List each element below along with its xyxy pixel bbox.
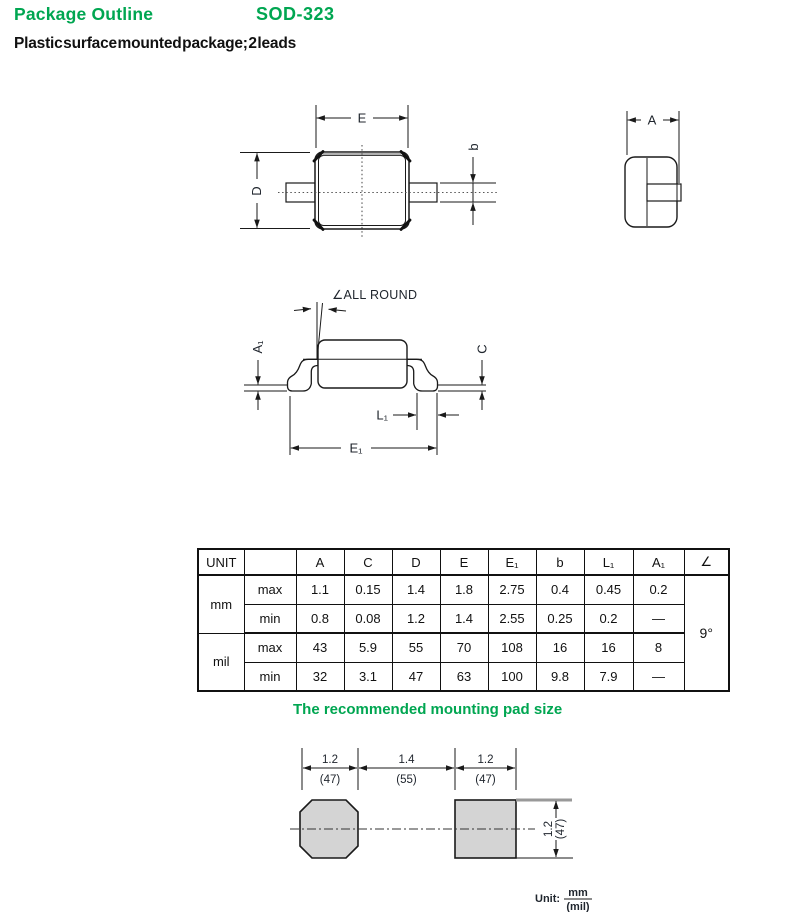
pad-dimension-center bbox=[359, 754, 454, 786]
value-cell: 1.8 bbox=[440, 575, 488, 604]
top-view-diagram bbox=[230, 95, 790, 260]
value-cell: 1.4 bbox=[440, 604, 488, 633]
dimension-A-label: A bbox=[647, 112, 657, 128]
side-view-body bbox=[318, 340, 407, 388]
value-cell: 47 bbox=[392, 662, 440, 691]
dimension-L1 bbox=[376, 393, 459, 455]
value-cell: 1.2 bbox=[392, 604, 440, 633]
limit-cell: min bbox=[244, 662, 296, 691]
pad-dim-center-mm: 1.4 bbox=[398, 754, 415, 766]
value-cell: 70 bbox=[440, 633, 488, 662]
value-cell: 0.45 bbox=[584, 575, 633, 604]
value-cell: 8 bbox=[633, 633, 684, 662]
header-cell-A: A bbox=[296, 549, 344, 575]
pad-dim-left-mil: (47) bbox=[319, 774, 341, 786]
value-cell: 63 bbox=[440, 662, 488, 691]
unit-cell: mm bbox=[198, 575, 244, 633]
value-cell: 0.4 bbox=[536, 575, 584, 604]
pad-dimension-right-span bbox=[456, 754, 515, 786]
value-cell: 16 bbox=[536, 633, 584, 662]
header-cell-L1: L₁ bbox=[584, 549, 633, 575]
page-subtitle: Plastic surface mounted package; 2 leads bbox=[14, 35, 297, 52]
value-cell: 32 bbox=[296, 662, 344, 691]
header-cell-angle: ∠ bbox=[684, 549, 729, 575]
header-cell-unit: UNIT bbox=[198, 549, 244, 575]
value-cell: 5.9 bbox=[344, 633, 392, 662]
value-cell: 2.75 bbox=[488, 575, 536, 604]
dimension-table bbox=[197, 548, 730, 692]
end-view-lead bbox=[647, 184, 681, 201]
value-cell: — bbox=[633, 662, 684, 691]
header-cell-b: b bbox=[536, 549, 584, 575]
pad-dim-rightspan-mil: (47) bbox=[475, 774, 496, 786]
unit-note-denominator: (mil) bbox=[566, 901, 590, 912]
value-cell: 100 bbox=[488, 662, 536, 691]
value-cell: 0.25 bbox=[536, 604, 584, 633]
header-cell-C: C bbox=[344, 549, 392, 575]
dimension-E1 bbox=[290, 396, 436, 456]
unit-note bbox=[535, 887, 592, 912]
value-cell: 3.1 bbox=[344, 662, 392, 691]
all-round-label: ∠ALL ROUND bbox=[332, 288, 418, 302]
table-row bbox=[198, 662, 729, 691]
side-view-diagram bbox=[230, 270, 510, 470]
pad-dim-center-mil: (55) bbox=[396, 774, 417, 786]
value-cell: 0.8 bbox=[296, 604, 344, 633]
header-cell-E1: E₁ bbox=[488, 549, 536, 575]
limit-cell: max bbox=[244, 633, 296, 662]
value-cell: 1.1 bbox=[296, 575, 344, 604]
unit-note-label: Unit: bbox=[535, 893, 561, 905]
value-cell: 43 bbox=[296, 633, 344, 662]
package-name: SOD-323 bbox=[256, 4, 335, 24]
table-row bbox=[198, 604, 729, 633]
table-row bbox=[198, 633, 729, 662]
pad-dim-left-mm: 1.2 bbox=[322, 754, 338, 766]
header-cell-E: E bbox=[440, 549, 488, 575]
pad-dim-rightspan-mm: 1.2 bbox=[477, 754, 494, 766]
value-cell: — bbox=[633, 604, 684, 633]
dimension-C bbox=[475, 344, 490, 410]
pad-dimension-left bbox=[303, 754, 357, 786]
plan-view bbox=[240, 105, 497, 237]
unit-note-numerator: mm bbox=[568, 887, 588, 899]
pad-dim-height-mil: (47) bbox=[555, 818, 567, 840]
right-lead bbox=[409, 183, 437, 202]
dimension-C-label: C bbox=[474, 344, 490, 354]
limit-cell: max bbox=[244, 575, 296, 604]
value-cell: 2.55 bbox=[488, 604, 536, 633]
header-cell-A1: A₁ bbox=[633, 549, 684, 575]
page-title: Package Outline bbox=[14, 4, 154, 24]
value-cell: 9.8 bbox=[536, 662, 584, 691]
table-row bbox=[198, 575, 729, 604]
dimension-D-label: D bbox=[249, 186, 264, 196]
dimension-b bbox=[440, 143, 496, 225]
pad-section-heading: The recommended mounting pad size bbox=[293, 701, 563, 718]
pad-layout-diagram bbox=[280, 740, 620, 912]
value-cell: 55 bbox=[392, 633, 440, 662]
value-cell: 0.15 bbox=[344, 575, 392, 604]
dimension-A1-label: A₁ bbox=[250, 340, 265, 354]
dimension-E bbox=[316, 105, 408, 148]
angle-value-cell: 9° bbox=[684, 575, 729, 691]
value-cell: 108 bbox=[488, 633, 536, 662]
table-header-row bbox=[198, 549, 729, 575]
header-cell-D: D bbox=[392, 549, 440, 575]
limit-cell: min bbox=[244, 604, 296, 633]
dimension-E1-label: E₁ bbox=[349, 440, 363, 456]
dimension-A1 bbox=[250, 340, 265, 410]
left-gullwing-lead bbox=[288, 359, 319, 391]
dimension-b-label: b bbox=[466, 143, 481, 151]
value-cell: 0.2 bbox=[633, 575, 684, 604]
header-cell-limit bbox=[244, 549, 296, 575]
right-gullwing-lead bbox=[407, 359, 438, 391]
value-cell: 0.2 bbox=[584, 604, 633, 633]
unit-cell: mil bbox=[198, 633, 244, 691]
value-cell: 16 bbox=[584, 633, 633, 662]
value-cell: 1.4 bbox=[392, 575, 440, 604]
dimension-E-label: E bbox=[357, 110, 367, 126]
value-cell: 7.9 bbox=[584, 662, 633, 691]
end-view bbox=[625, 111, 681, 227]
dimension-L1-label: L₁ bbox=[376, 407, 388, 423]
value-cell: 0.08 bbox=[344, 604, 392, 633]
pad-dim-height-mm: 1.2 bbox=[543, 821, 555, 837]
